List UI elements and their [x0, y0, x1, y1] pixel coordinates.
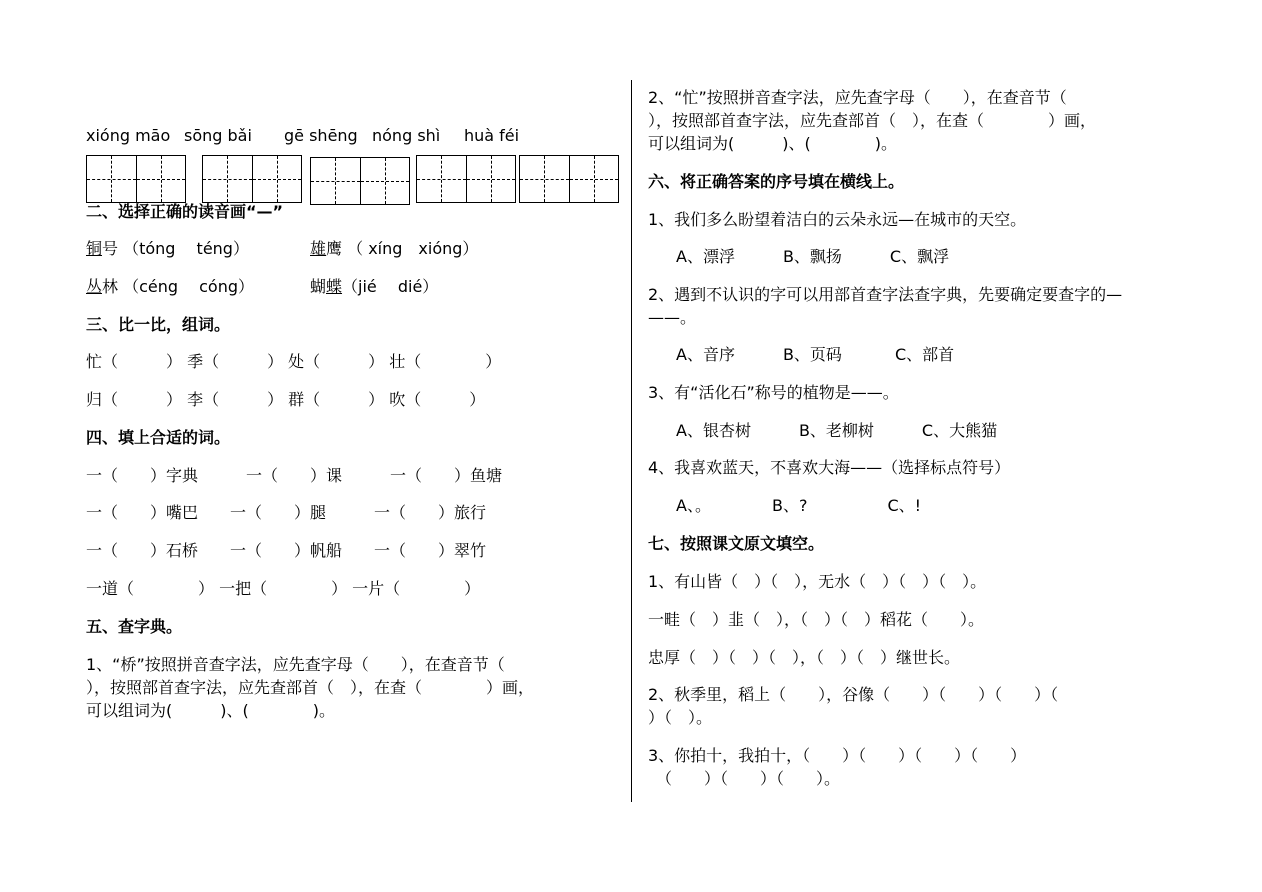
writing-grid-2[interactable] — [202, 155, 302, 203]
sec4-row-3: 一（ ）石桥 一（ ）帆船 一（ ）翠竹 — [86, 541, 487, 560]
sec7-line-2: 一畦（ ）韭（ ），（ ）（ ）稻花（ ）。 — [648, 610, 985, 629]
sec4-row-1: 一（ ）字典 一（ ）课 一（ ）鱼塘 — [86, 466, 503, 485]
sec6-q2-line-2: ——。 — [648, 308, 697, 327]
section-6-title: 六、将正确答案的序号填在横线上。 — [648, 172, 905, 191]
section-3-title: 三、比一比，组词。 — [86, 315, 231, 334]
sec2-row-1 — [86, 238, 249, 260]
sec3-row-1: 忙（ ） 季（ ） 处（ ） 壮（ ） — [86, 352, 502, 371]
pinyin-5: huà féi — [464, 126, 520, 145]
sec2-row-2b — [310, 276, 438, 298]
sec6-q4: 4、我喜欢蓝天，不喜欢大海——（选择标点符号） — [648, 458, 1011, 477]
sec4-row-4: 一道（ ） 一把（ ） 一片（ ） — [86, 579, 481, 598]
right-q2-line-3: 可以组词为( )、( )。 — [648, 134, 897, 153]
sec7-line-7: （ ）（ ）（ ）。 — [656, 769, 841, 788]
sec3-row-2: 归（ ） 李（ ） 群（ ） 吹（ ） — [86, 390, 486, 409]
pinyin-1: xióng māo — [86, 126, 171, 145]
sec6-q3-options: A、银杏树 B、老柳树 C、大熊猫 — [676, 421, 998, 440]
underlined-char: 雄 — [310, 239, 327, 258]
section-7-title: 七、按照课文原文填空。 — [648, 534, 825, 553]
sec7-line-5: ）（ ）。 — [648, 708, 713, 727]
sec2-row-2 — [86, 276, 254, 298]
reading-options: 鹰 （ xíng xióng） — [326, 239, 479, 258]
section-4-title: 四、填上合适的词。 — [86, 428, 231, 447]
sec2-row-1b — [310, 238, 478, 260]
section-2-title: 二、选择正确的读音画“—” — [86, 202, 284, 221]
pinyin-2: sōng bǎi — [184, 126, 252, 145]
pinyin-3: gē shēng — [284, 126, 358, 145]
pinyin-4: nóng shì — [372, 126, 441, 145]
writing-grid-4[interactable] — [416, 155, 516, 203]
writing-grid-1[interactable] — [86, 155, 186, 203]
sec6-q2-line-1: 2、遇到不认识的字可以用部首查字法查字典，先要确定要查字的— — [648, 285, 1123, 304]
reading-options: （jié dié） — [342, 277, 439, 296]
plain-char: 蝴 — [310, 277, 327, 296]
sec5-line-3: 可以组词为( )、( )。 — [86, 701, 335, 720]
underlined-char: 丛 — [86, 277, 103, 296]
sec6-q3: 3、有“活化石”称号的植物是——。 — [648, 383, 899, 402]
sec7-line-1: 1、有山皆（ ）（ ），无水（ ）（ ）（ ）。 — [648, 572, 987, 591]
section-5-title: 五、查字典。 — [86, 617, 183, 636]
reading-options: 林 （céng cóng） — [102, 277, 255, 296]
sec5-line-2: ），按照部首查字法，应先查部首（ ），在查（ ）画， — [86, 678, 535, 697]
sec5-line-1: 1、“桥”按照拼音查字法，应先查字母（ ），在查音节（ — [86, 655, 505, 674]
sec6-q2-options: A、音序 B、页码 C、部首 — [676, 345, 955, 364]
sec4-row-2: 一（ ）嘴巴 一（ ）腿 一（ ）旅行 — [86, 503, 487, 522]
sec6-q1: 1、我们多么盼望着洁白的云朵永远—在城市的天空。 — [648, 210, 1027, 229]
right-q2-line-2: ），按照部首查字法，应先查部首（ ），在查（ ）画， — [648, 111, 1097, 130]
underlined-char: 铜 — [86, 239, 103, 258]
underlined-char: 蝶 — [326, 277, 343, 296]
writing-grid-5[interactable] — [519, 155, 619, 203]
sec6-q4-options: A、。 B、? C、! — [676, 496, 922, 515]
right-q2-line-1: 2、“忙”按照拼音查字法，应先查字母（ ），在查音节（ — [648, 88, 1067, 107]
column-divider — [631, 80, 632, 802]
writing-grid-3[interactable] — [310, 157, 410, 205]
sec7-line-6: 3、你拍十，我拍十，（ ）（ ）（ ）（ ） — [648, 746, 1027, 765]
sec7-line-4: 2、秋季里，稻上（ ），谷像（ ）（ ）（ ）（ — [648, 685, 1059, 704]
reading-options: 号 （tóng téng） — [102, 239, 249, 258]
sec6-q1-options: A、漂浮 B、飘扬 C、飘浮 — [676, 247, 950, 266]
sec7-line-3: 忠厚（ ）（ ）（ ），（ ）（ ）继世长。 — [648, 648, 961, 667]
